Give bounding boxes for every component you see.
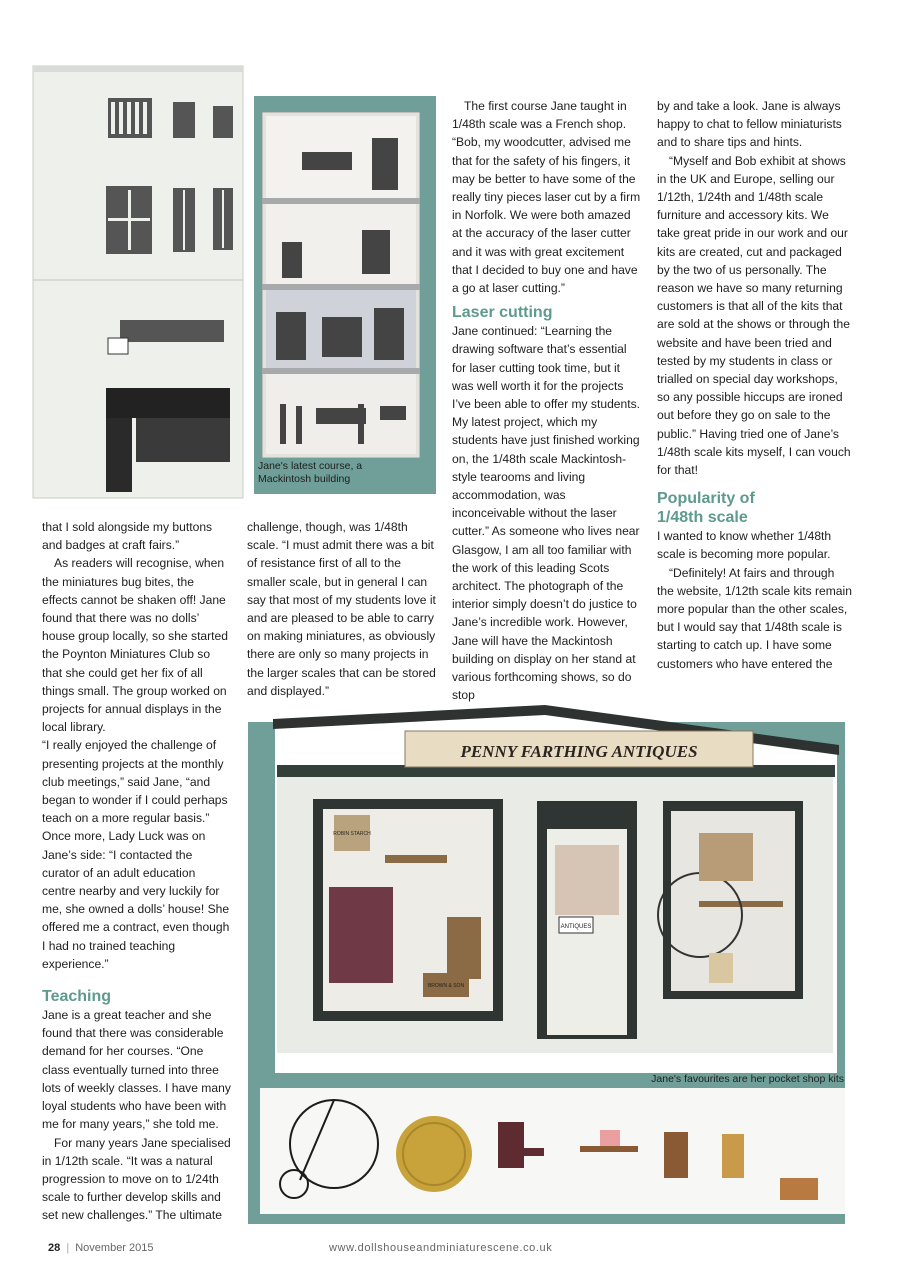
mackintosh-exterior-photo	[28, 58, 254, 500]
issue-date: November 2015	[75, 1242, 154, 1254]
right-paragraph-2: “Myself and Bob exhibit at shows in the UK and Europe, selling our 1/12th, 1/24th and 1/48th scale furniture and accessory kits. We take great pride in our work and our kits are created, cut and packaged by the two of us personally. The reason we have so many returning customers is that all of the kits that are sold at the shows or through the website and have been tried and tested by my students in class or trialled on special day workshops, so any possible hiccups are ironed out before they go on sale to the public.” Having tried one of Jane’s 1/48th scale kits myself, I can vouch for that!	[657, 153, 851, 478]
teaching-paragraph-1: Jane is a great teacher and she found that there was considerable demand for her courses. “One class eventually turned into three lots of weekly classes. I have many loyal students who have been with me for many years,” she told me.	[42, 1008, 231, 1132]
footer-url: www.dollshouseandminiaturescene.co.uk	[329, 1242, 553, 1254]
footer	[48, 1242, 154, 1254]
mid-left-paragraph: challenge, though, was 1/48th scale. “I must admit there was a bit of resistance first of all to the smaller scale, but in general I can say that most of my students love it and are pleased to be able to carry on making miniatures, as obviously there are only so many projects in the larger scales that can be stored and displayed.”	[247, 520, 436, 698]
right-paragraph-1: by and take a look. Jane is always happy to chat to fellow miniaturists and to share tips and hints.	[657, 99, 842, 150]
column-right	[657, 97, 852, 673]
left-paragraph-1: that I sold alongside my buttons and badges at craft fairs.”	[42, 520, 213, 553]
crate-label: BROWN & SON	[427, 983, 465, 989]
caption-pocket-shop: Jane's favourites are her pocket shop kits	[651, 1073, 844, 1085]
antiques-label: ANTIQUES	[560, 924, 592, 930]
right-paragraph-3: I wanted to know whether 1/48th scale is becoming more popular.	[657, 529, 832, 562]
column-mid-right	[452, 97, 642, 705]
footer-divider: |	[66, 1242, 70, 1254]
teaching-heading: Teaching	[42, 988, 112, 1006]
caption-mackintosh: Jane's latest course, a Mackintosh building	[258, 460, 363, 485]
kits-and-coin-photo	[260, 1088, 845, 1214]
intro-paragraph: The first course Jane taught in 1/48th scale was a French shop. “Bob, my woodcutter, advised me that for the safety of his fingers, it may be better to have some of the really tiny pieces laser cut by a firm in Norfolk. We were both amazed at the accuracy of the laser cutter and it was with great excitement that I decided to buy one and have a go at laser cutting.”	[452, 99, 641, 296]
left-paragraph-2: As readers will recognise, when the miniatures bug bites, the effects cannot be shaken off! Jane found that there was no dolls’ house group locally, so she started the Poynton Miniatures Club so that she could get her fix of all things small. The group worked on projects for annual displays in the local library.	[42, 556, 228, 735]
teaching-paragraph-2: For many years Jane specialised in 1/12th scale. “It was a natural progression to move on to 1/24th scale to further develop skills and set new challenges.” The ultimate	[42, 1135, 231, 1223]
laser-cutting-paragraph: Jane continued: “Learning the drawing software that’s essential for laser cutting took time, but it was well worth it for the projects I’ve been able to offer my students. My latest project, which my students have just finished working on, the 1/48th scale Mackintosh-style tearooms and living accommodation, was inconceivable without the laser cutter.” As someone who lives near Glasgow, I am all too familiar with the work of this leading Scots architect. The photograph of the interior simply doesn’t do justice to Jane’s incredible work. However, Jane will have the Mackintosh building on display on her stand at various forthcoming shows, so do stop	[452, 324, 641, 703]
laser-cutting-heading: Laser cutting	[452, 304, 553, 322]
right-paragraph-4: “Definitely! At fairs and through the website, 1/12th scale kits remain more popular than the other scales, but I would say that 1/48th scale is starting to catch up. I have some customers who have entered the	[657, 565, 852, 671]
robin-starch-label: ROBIN STARCH	[333, 831, 371, 837]
page-number: 28	[48, 1242, 61, 1254]
left-paragraph-3: “I really enjoyed the challenge of presenting projects at the monthly club meetings,” said Jane, “and began to wonder if I could perhaps teach on a more regular basis.” Once more, Lady Luck was on Jane’s side: “I contacted the curator of an adult education centre nearby and very luckily for me, she owned a dolls’ house! She offered me a contract, even though I had no trained teaching experience.”	[42, 738, 230, 971]
popularity-heading: Popularity of 1/48th scale	[657, 490, 755, 527]
shop-sign-text: PENNY FARTHING ANTIQUES	[460, 742, 698, 761]
column-mid-left	[247, 518, 437, 700]
column-left	[42, 518, 232, 1225]
pocket-shop-photo	[265, 705, 845, 1073]
mackintosh-interior-photo	[262, 112, 420, 458]
